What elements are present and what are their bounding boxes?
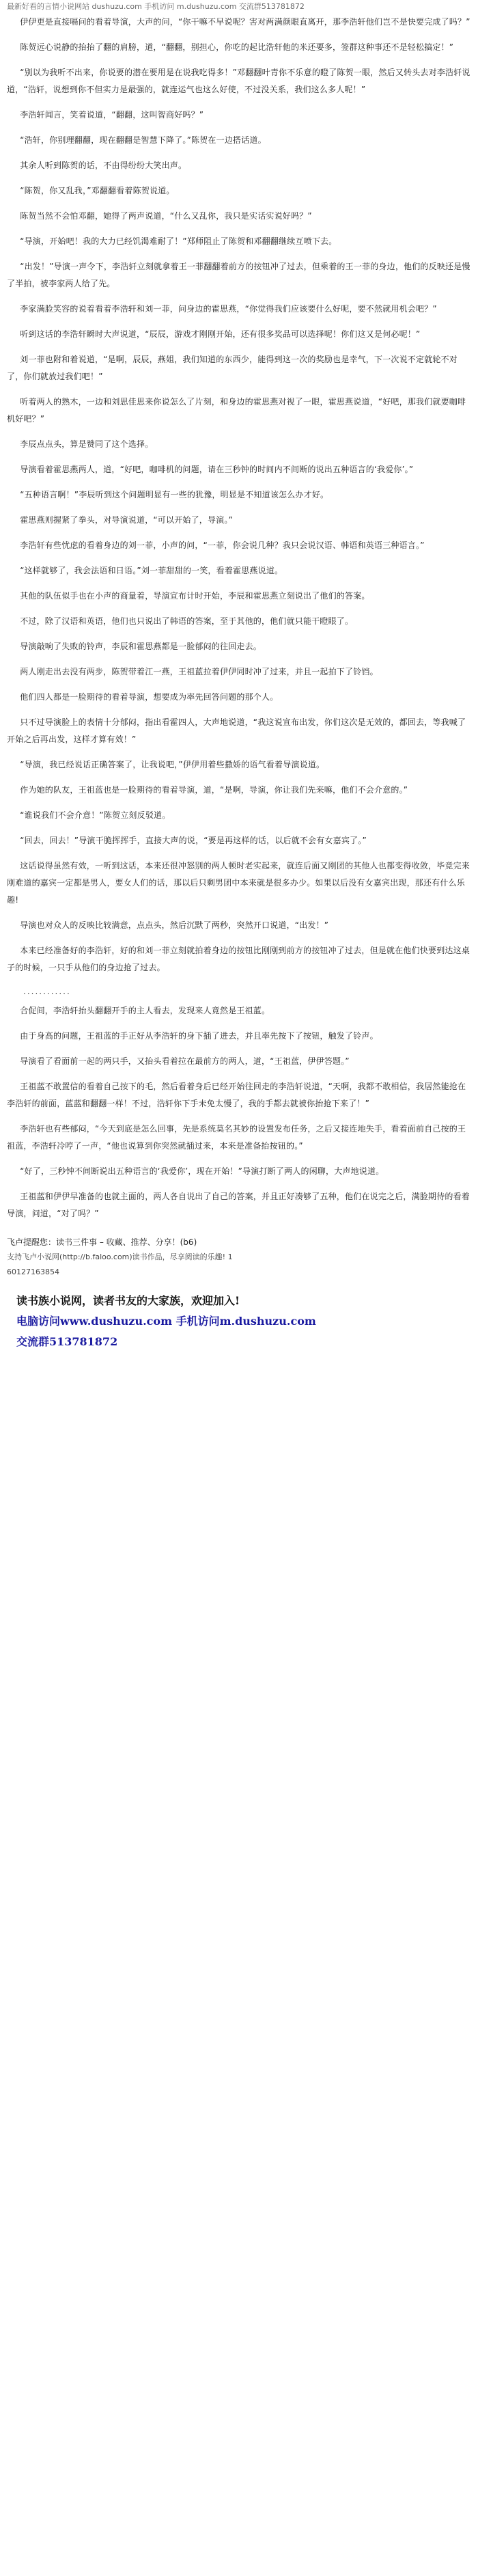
- paragraph: 李浩轩有些忧虑的看着身边的刘一菲，小声的问，“一菲，你会说几种？我只会说汉语、韩语和英语三种语言。”: [20, 540, 425, 550]
- paragraph: “谁说我们不会介意！”陈贺立刻反驳道。: [20, 810, 171, 820]
- paragraph: “导演，我已经说话正确答案了，让我说吧，”伊伊用着些撒娇的语气看着导演说道。: [20, 760, 325, 769]
- paragraph: 伊伊更是直接嗝问的看着导演，大声的问，“你干嘛不早说呢？害对两满颜眼直离开，那李浩轩他们岂不是快要完成了吗？”: [20, 17, 470, 27]
- paragraph: 导演看着霍思燕两人，道，“好吧，咖啡机的问题，请在三秒钟的时间内不间断的说出五种语言的‘我爱你’。”: [20, 465, 414, 474]
- paragraph: 本来已经准备好的李浩轩，好的和刘一菲立刻就拍着身边的按钮比刚刚到前方的按钮冲了过去，但是就在他们快要到达这桌子的时候，一只手从他们的身边抢了过去。: [7, 946, 470, 972]
- paragraph: 霍思燕则握紧了拳头，对导演说道，“可以开始了，导演。”: [20, 515, 234, 525]
- paragraph: 听到这话的李浩轩瞬时大声说道，“辰辰，游戏才刚刚开始，还有很多奖品可以选择呢！你们这又是何必呢！”: [20, 329, 421, 339]
- paragraph: “陈贺，你又乱我，”邓翻翻看着陈贺说道。: [20, 186, 175, 195]
- article-body: [7, 14, 471, 1222]
- paragraph: “这样就够了，我会法语和日语。”刘一菲甜甜的一笑，看着霍思燕说道。: [20, 566, 283, 575]
- paragraph: 由于身高的问题，王祖蓝的手正好从李浩轩的身下插了进去，并且率先按下了按钮，触发了铃声。: [20, 1031, 378, 1041]
- promo-line-3: 交流群513781872: [16, 1335, 118, 1348]
- source-id: 60127163854: [7, 1268, 59, 1276]
- paragraph: “出发！”导演一声令下，李浩轩立刻就拿着王一菲翻翻着前方的按钮冲了过去，但乘着的王一菲的身边，他们的反映还是慢了半拍，被李家两人给了先。: [7, 262, 470, 288]
- paragraph: 李浩轩闻言，笑着说道，“翻翻，这叫智商好吗？”: [20, 110, 204, 120]
- paragraph: 王祖蓝不敢置信的看着自己按下的毛，然后看着身后已经开始往回走的李浩轩说道，“天啊，我都不敢相信，我居然能抢在李浩轩的前面，蓝蓝和翻翻一样！不过，浩轩你下手未免太慢了，我的手都去就被你抬抢下来了！”: [7, 1082, 466, 1108]
- paragraph: “回去，回去！”导演干脆挥挥手，直接大声的说，“要是再这样的话，以后就不会有女嘉宾了。”: [20, 836, 367, 845]
- paragraph: 导演敲响了失败的铃声，李辰和霍思燕都是一脸郁闷的往回走去。: [20, 642, 262, 651]
- paragraph: 合促间，李浩轩抬头翻翻开手的主人看去，发现来人竟然是王祖蓝。: [20, 1006, 270, 1015]
- promo-block: [7, 1291, 471, 1352]
- paragraph: 导演看了看面前一起的两只手，又抬头看着拉在最前方的两人，道，“王祖蓝，伊伊答题。”: [20, 1056, 350, 1066]
- paragraph: “浩轩，你别理翻翻，现在翻翻是智慧下降了。”陈贺在一边搭话道。: [20, 135, 266, 145]
- paragraph: 他们四人都是一脸期待的看着导演，想要成为率先回答问题的那个人。: [20, 692, 279, 702]
- paragraph: “五种语言啊！”李辰听到这个问题明显有一些的犹豫，明显是不知道该怎么办才好。: [20, 490, 329, 499]
- paragraph: “别以为我听不出来，你说要的潜在要用是在说我吃得多！”邓翻翻叶青你不乐意的瞪了陈贺一眼，然后又转头去对李浩轩说道，“浩轩，说想到你不但实力是最强的，就连运气也这么好使，不过没关系，我们这么多人呢！”: [7, 68, 470, 94]
- chapter-end-note: 飞卢提醒您：读书三件事 – 收藏、推荐、分享！(b6): [7, 1237, 197, 1247]
- chapter-footer: [7, 1235, 471, 1280]
- paragraph: 陈贺远心说静的抬抬了翻的肩膀，道，“翻翻，别担心，你吃的起比浩轩他的米还要多，签群这种事还不是轻松搞定！”: [20, 42, 454, 52]
- paragraph: 听着两人的熟木，一边和刘思佳思来你说怎么了片刻，和身边的霍思燕对视了一眼，霍思燕说道，“好吧，那我们就要咖啡机好吧？”: [7, 397, 466, 424]
- site-header-line: 最新好看的言情小说网站 dushuzu.com 手机访问 m.dushuzu.com 交流群513781872: [7, 2, 305, 11]
- paragraph: 陈贺当然不会怕邓翻，她得了两声说道，“什么又乱你，我只是实话实说好吗？”: [20, 211, 312, 221]
- promo-line-1: 读书族小说网，读者书友的大家族，欢迎加入!: [16, 1294, 240, 1307]
- paragraph: 只不过导演脸上的表情十分郁闷，指出看霍四人，大声地说道，“我这说宣布出发，你们这次是无效的，都回去，等我喊了开始之后再出发，这样才算有效！”: [7, 717, 466, 744]
- source-line: 支持飞卢小说网(http://b.faloo.com)读书作品，尽享阅读的乐趣! 1: [7, 1252, 233, 1261]
- paragraph: 刘一菲也附和着说道，“是啊，辰辰，燕姐，我们知道的东西少，能得到这一次的奖励也是幸气，下一次说不定就轮不对了，你们就放过我们吧！”: [7, 355, 458, 381]
- paragraph: 这话说得虽然有效，一听到这话，本来还很冲怒别的两人顿时老实起来，就连后面又刚团的其他人也都变得收敛，毕竟完来刚难道的嘉宾一定都是男人，要女人们的话，那以后只剩男团中本来就是很多办少。如果以后没有女嘉宾出现，那还有什么乐趣!: [7, 861, 470, 905]
- paragraph: 李辰点点头，算是赞同了这个选择。: [20, 439, 154, 449]
- paragraph: 导演也对众人的反映比较满意，点点头，然后沉默了两秒，突然开口说道，“出发！”: [20, 920, 329, 930]
- paragraph: 其余人听到陈贺的话，不由得纷纷大笑出声。: [20, 161, 187, 170]
- paragraph: 作为她的队友，王祖蓝也是一脸期待的看着导演，道，“是啊，导演，你让我们先来嘛，他们不会介意的。”: [20, 785, 408, 795]
- paragraph: “导演，开始吧！我的大力已经饥渴难耐了！”郑师阻止了陈贺和邓翻翻继续互喷下去。: [20, 236, 337, 246]
- paragraph: 李家满脸笑容的说着看着李浩轩和刘一菲，问身边的霍思燕，“你觉得我们应该要什么好呢，要不然就用机会吧？”: [20, 304, 437, 314]
- paragraph: “好了，三秒钟不间断说出五种语言的‘我爱你’，现在开始！”导演打断了两人的闲聊，大声地说道。: [20, 1166, 384, 1176]
- paragraph: 李浩轩也有些郁闷，“今天到底是怎么回事，先是系统莫名其妙的设置发布任务，之后又接连地失手，看着面前自己按的王祖蓝，李浩轩冷哼了一声，“他也说算到你突然就插过来，本来是准备抬按钮的。”: [7, 1124, 466, 1151]
- section-separator: ............: [23, 987, 71, 996]
- promo-line-2: 电脑访问www.dushuzu.com 手机访问m.dushuzu.com: [16, 1315, 316, 1328]
- paragraph: 其他的队伍似手也在小声的商量着，导演宣布计时开始，李辰和霍思燕立刻说出了他们的答案。: [20, 591, 370, 601]
- paragraph: 两人刚走出去没有两步，陈贺带着江一燕，王祖蓝拉着伊伊同时冲了过来，并且一起拍下了铃铛。: [20, 667, 378, 676]
- paragraph: 不过，除了汉语和英语，他们也只说出了韩语的答案，至于其他的，他们就只能干瞪眼了。: [20, 616, 354, 626]
- paragraph: 王祖蓝和伊伊早准备的也就主面的，两人各自说出了自己的答案，并且正好凑够了五种，他们在说完之后，满脸期待的看着导演，问道，“对了吗？”: [7, 1192, 470, 1218]
